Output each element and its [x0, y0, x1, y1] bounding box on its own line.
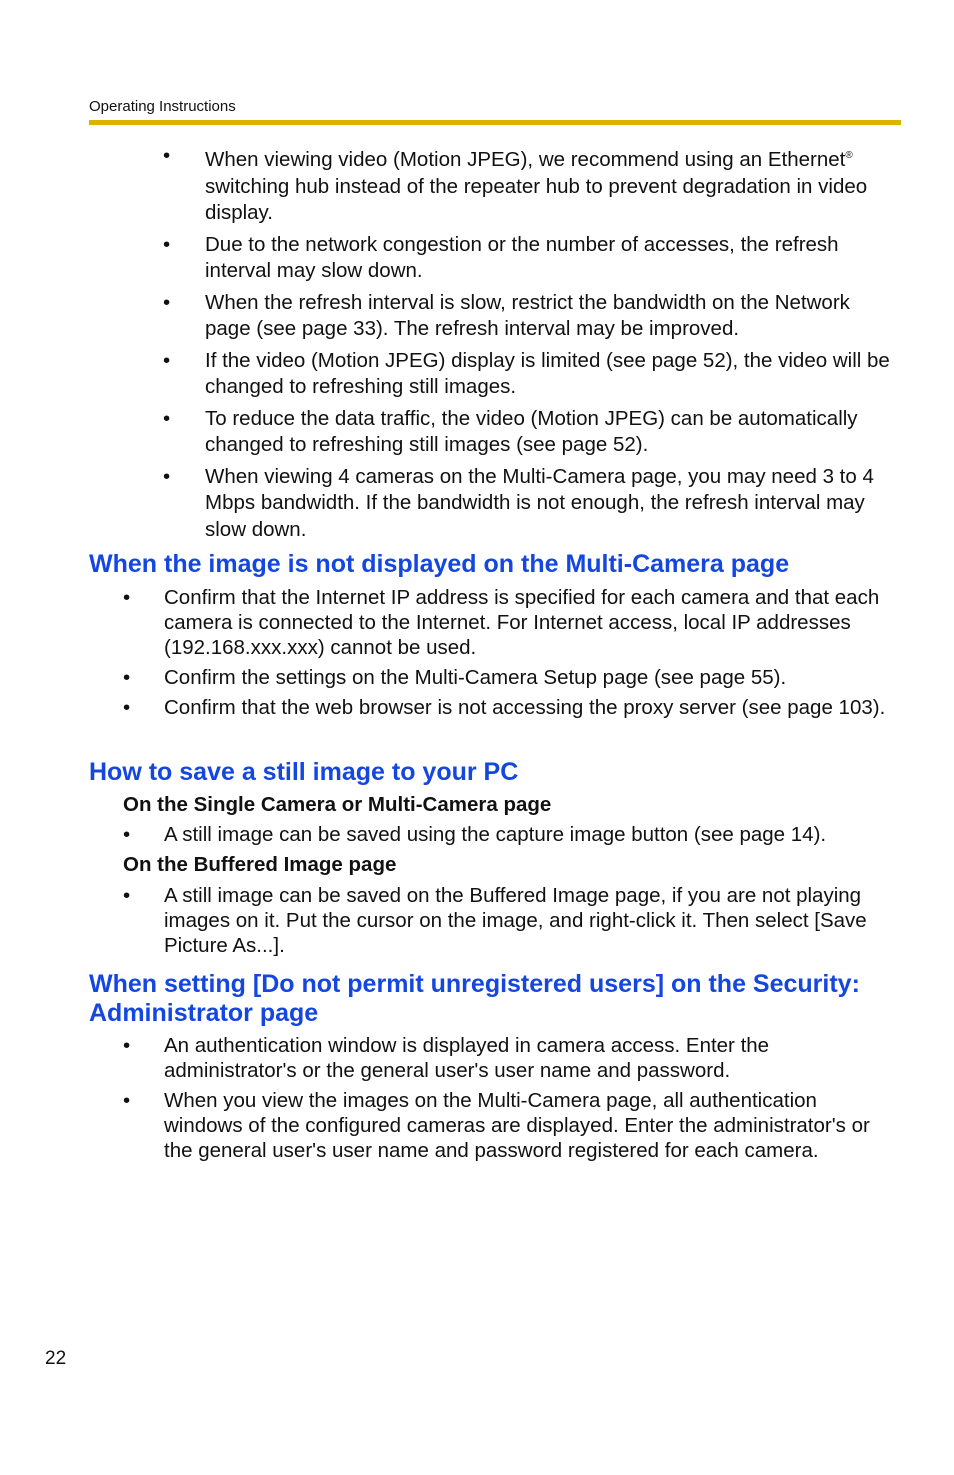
bullet: • [123, 696, 131, 719]
list-item-text: Confirm the settings on the Multi-Camera Setup page (see page 55). [164, 666, 787, 689]
list-item [0, 406, 897, 459]
section-heading-save-still: How to save a still image to your PC [89, 758, 519, 786]
bullet: • [123, 823, 131, 846]
list-item-text: When the refresh interval is slow, restrict the bandwidth on the Network page (see page 33). The refresh interval may be improved. [205, 290, 850, 340]
bullet: • [163, 348, 171, 372]
list-item-text: If the video (Motion JPEG) display is limited (see page 52), the video will be changed to refreshing still images. [205, 348, 890, 398]
list-item-text-cont: switching hub instead of the repeater hub to prevent degradation in video display. [205, 174, 868, 224]
list-item-text: A still image can be saved using the capture image button (see page 14). [164, 823, 827, 846]
list-item [0, 665, 899, 690]
bullet: • [123, 1089, 131, 1112]
section-heading-security: When setting [Do not permit unregistered users] on the Security: Administrator page [89, 970, 860, 1027]
list-item-text: Confirm that the Internet IP address is specified for each camera and that each camera is connected to the Internet. For Internet access, local IP addresses (192.168.xxx.xxx) cannot be used. [164, 586, 880, 659]
bullet: • [123, 586, 131, 609]
running-header: Operating Instructions [89, 98, 236, 115]
list-item [0, 348, 897, 401]
single-camera-bullet-list [0, 822, 954, 852]
bullet: • [123, 1034, 131, 1057]
section-heading-multicamera: When the image is not displayed on the Multi-Camera page [89, 550, 790, 578]
intro-bullet-list [0, 143, 954, 548]
subheading-single-camera: On the Single Camera or Multi-Camera page [123, 793, 552, 816]
bullet: • [163, 406, 171, 430]
bullet: • [123, 884, 131, 907]
buffered-image-bullet-list [0, 883, 954, 963]
list-item [0, 1088, 899, 1163]
registered-mark: ® [845, 150, 853, 161]
list-item-text: Due to the network congestion or the number of accesses, the refresh interval may slow down. [205, 232, 839, 282]
bullet: • [163, 464, 171, 488]
security-bullet-list [0, 1033, 954, 1168]
list-item [0, 290, 897, 343]
bullet: • [163, 290, 171, 314]
list-item-text: A still image can be saved on the Buffered Image page, if you are not playing images on it. Put the cursor on the image, and right-click it. Then select [Save Picture As...]. [164, 884, 867, 957]
page-number: 22 [45, 1348, 67, 1369]
list-item [0, 464, 897, 544]
list-item [0, 883, 899, 958]
bullet: • [163, 144, 171, 167]
list-item-text: When you view the images on the Multi-Camera page, all authentication windows of the configured cameras are displayed. Enter the administrator's or the general user's user name and password registered for each camera. [164, 1089, 870, 1162]
multicamera-bullet-list [0, 585, 954, 725]
list-item [0, 822, 899, 847]
list-item-text: Confirm that the web browser is not accessing the proxy server (see page 103). [164, 696, 886, 719]
bullet: • [163, 232, 171, 256]
subheading-buffered-image: On the Buffered Image page [123, 853, 397, 876]
list-item [0, 1033, 899, 1083]
list-item [0, 585, 899, 660]
list-item [0, 695, 899, 720]
list-item [0, 143, 897, 227]
list-item-text: To reduce the data traffic, the video (Motion JPEG) can be automatically changed to refreshing still images (see page 52). [205, 406, 858, 456]
list-item-text: An authentication window is displayed in camera access. Enter the administrator's or the general user's user name and password. [164, 1034, 770, 1082]
list-item-text: When viewing 4 cameras on the Multi-Camera page, you may need 3 to 4 Mbps bandwidth. If the bandwidth is not enough, the refresh interval may slow down. [205, 464, 874, 541]
bullet: • [123, 666, 131, 689]
list-item [0, 232, 897, 285]
header-rule [89, 120, 901, 125]
list-item-text: When viewing video (Motion JPEG), we recommend using an Ethernet [205, 148, 846, 171]
